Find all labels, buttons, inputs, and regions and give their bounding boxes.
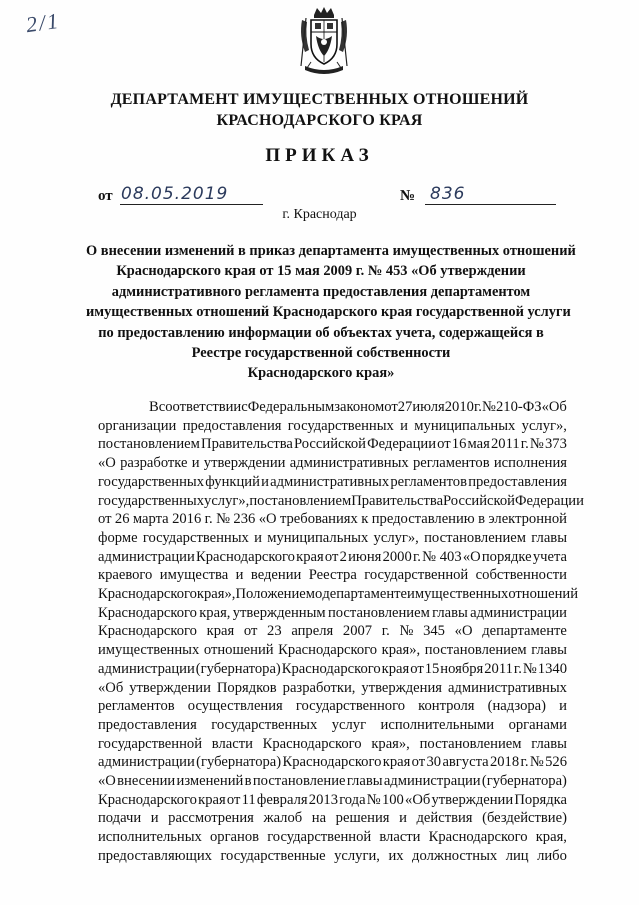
body-word: от xyxy=(411,754,426,771)
body-word: края xyxy=(296,548,324,565)
body-word: 2013 xyxy=(308,791,338,808)
body-word: края, xyxy=(199,604,231,621)
body-word: Федеральным xyxy=(247,399,335,415)
body-word: 27 xyxy=(397,399,413,415)
body-word: постановление xyxy=(252,773,346,790)
body-word: осуществления xyxy=(187,698,283,715)
body-word: от xyxy=(226,791,241,808)
order-body-text xyxy=(98,398,584,866)
body-word: от xyxy=(243,623,258,640)
body-word: либо xyxy=(537,847,567,864)
body-word: 2016 xyxy=(172,511,202,528)
body-word: Краснодарского xyxy=(98,586,197,603)
city-label: г. Краснодар xyxy=(282,207,357,222)
body-word: администрации xyxy=(98,548,195,565)
body-word: учета xyxy=(532,548,567,565)
body-word: администрации xyxy=(383,773,481,790)
body-word: предоставлению xyxy=(371,511,475,528)
body-word: подачи xyxy=(98,810,142,827)
body-line xyxy=(98,492,584,511)
body-word: 16 xyxy=(451,436,467,453)
document-type-heading: ПРИКАЗ xyxy=(265,145,374,166)
body-word: и xyxy=(400,417,408,434)
body-word: постановлением xyxy=(419,735,522,752)
body-word: ведении xyxy=(250,567,302,584)
body-word: должностных xyxy=(412,847,498,864)
body-word: Положением xyxy=(235,586,316,603)
body-line xyxy=(98,585,579,604)
body-word: услуг», xyxy=(373,529,419,546)
body-word: власти xyxy=(379,829,421,846)
body-word: утвержденным xyxy=(232,604,326,621)
title-line: Реестре государственной собственности xyxy=(191,345,451,362)
body-word: государственных xyxy=(287,417,394,434)
body-word: в xyxy=(478,511,485,528)
body-word: «Об xyxy=(98,679,124,696)
body-word: требованиях xyxy=(279,511,358,528)
body-word: Краснодарского xyxy=(278,642,378,659)
body-word: (губернатора) xyxy=(481,773,567,790)
body-word: 236 xyxy=(233,511,256,528)
body-word: края», xyxy=(196,586,236,603)
body-line xyxy=(98,417,567,436)
body-word: администрации xyxy=(98,754,195,771)
body-word: (надзора) xyxy=(487,698,547,715)
body-word: (бездействие) xyxy=(482,810,567,827)
body-line xyxy=(98,548,567,567)
body-word: государственной xyxy=(267,829,372,846)
body-word: услуг», xyxy=(521,417,567,434)
body-word: года xyxy=(339,791,366,808)
body-word: функций xyxy=(205,473,260,490)
body-word: предоставляющих xyxy=(98,847,212,864)
body-line xyxy=(98,828,567,847)
body-word: 526 xyxy=(545,754,567,771)
body-word: краевого xyxy=(98,567,153,584)
body-word: государственные xyxy=(220,847,326,864)
body-word: г. xyxy=(204,511,213,528)
body-word: форме xyxy=(98,529,138,546)
body-word: г. xyxy=(412,548,421,565)
body-word: имущественных xyxy=(98,642,200,659)
body-word: 2018 xyxy=(489,754,520,771)
body-word: и xyxy=(191,455,200,472)
body-line xyxy=(98,604,567,623)
body-word: контроля xyxy=(418,698,475,715)
handwritten-corner-mark: 2/1 xyxy=(24,7,62,38)
body-word: органов xyxy=(209,829,260,846)
body-line xyxy=(98,398,567,417)
body-line xyxy=(98,622,567,641)
department-name-line1: ДЕПАРТАМЕНТ ИМУЩЕСТВЕННЫХ ОТНОШЕНИЙ xyxy=(110,91,529,108)
body-word: июля xyxy=(412,399,445,415)
body-word: 2011 xyxy=(490,436,520,453)
body-word: утверждения xyxy=(361,679,442,696)
body-line xyxy=(98,735,567,754)
body-word: края xyxy=(381,660,410,677)
body-word: государственных xyxy=(98,492,205,509)
body-line xyxy=(98,809,567,828)
number-prefix: № xyxy=(400,188,416,204)
body-word: регламентов xyxy=(390,473,467,490)
handwritten-date: 08.05.2019 xyxy=(121,184,229,204)
body-word: регламентов xyxy=(412,455,490,472)
body-word: 23 xyxy=(267,623,282,640)
body-word: отношений xyxy=(203,642,274,659)
body-word: государственной xyxy=(364,567,469,584)
body-word: изменений xyxy=(176,773,244,790)
body-word: № xyxy=(216,511,230,528)
body-line xyxy=(98,566,567,585)
title-line: по предоставлению информации об объектах учета, содержащейся в xyxy=(98,324,544,341)
body-word: к xyxy=(361,511,369,528)
body-word: Краснодарского xyxy=(196,548,295,565)
body-line xyxy=(98,454,567,473)
body-word: жалоб xyxy=(263,810,303,827)
body-word: 345 xyxy=(423,623,445,640)
body-word: разработке xyxy=(120,455,188,472)
body-word: администрации xyxy=(98,660,195,677)
body-word: и xyxy=(235,567,244,584)
body-word: Краснодарского xyxy=(98,623,197,640)
body-word: 210-ФЗ xyxy=(495,399,542,415)
body-word: главы xyxy=(531,529,567,546)
body-word: «Об xyxy=(541,399,567,415)
body-word: лиц xyxy=(505,847,529,864)
body-word: постановлением xyxy=(424,529,527,546)
body-word: 2007 xyxy=(342,623,373,640)
body-word: и xyxy=(559,698,567,715)
body-word: края, xyxy=(535,829,567,846)
body-word: организации xyxy=(98,417,177,434)
body-line xyxy=(98,791,567,810)
body-word: Федерации xyxy=(514,492,584,509)
title-line: Краснодарского края» xyxy=(247,365,395,382)
body-word: департаменте xyxy=(322,586,408,603)
body-word: соответствии xyxy=(158,399,242,415)
body-word: Краснодарского xyxy=(262,735,362,752)
body-word: от xyxy=(98,511,112,528)
body-word: государственных xyxy=(98,473,205,490)
body-word: края xyxy=(198,791,226,808)
body-word: «О xyxy=(98,455,116,472)
body-word: постановлением xyxy=(327,604,430,621)
body-word: муниципальных xyxy=(414,417,516,434)
body-line xyxy=(98,679,567,698)
body-word: от xyxy=(437,436,451,453)
body-word: г. xyxy=(513,660,522,677)
body-word: услуг xyxy=(331,716,367,733)
body-word: главы xyxy=(346,773,383,790)
body-word: «О xyxy=(454,623,473,640)
body-word: Порядка xyxy=(514,791,567,808)
order-title xyxy=(86,241,576,384)
body-word: № xyxy=(399,623,414,640)
body-word: и xyxy=(150,810,159,827)
body-word: предоставления xyxy=(468,473,567,490)
body-word: в xyxy=(244,773,252,790)
body-word: № xyxy=(522,660,537,677)
body-word: № 403 xyxy=(422,548,462,565)
body-word: законом xyxy=(334,399,385,415)
body-word: края», xyxy=(381,642,421,659)
body-word: предоставления xyxy=(98,716,197,733)
body-word: решения xyxy=(335,810,390,827)
body-line xyxy=(98,697,567,716)
body-word: Краснодарского xyxy=(98,791,197,808)
body-word: г. xyxy=(520,754,529,771)
body-word: Реестра xyxy=(308,567,357,584)
body-word: (губернатора) xyxy=(195,660,281,677)
title-line: Краснодарского края от 15 мая 2009 г. № 453 «Об утверждении xyxy=(116,263,526,280)
body-word: услуг», xyxy=(204,492,250,509)
body-line xyxy=(98,847,567,866)
body-word: утверждении xyxy=(203,455,286,472)
body-word: края», xyxy=(371,735,410,752)
body-word: с xyxy=(241,399,248,415)
body-word: администрации xyxy=(470,604,567,621)
body-line xyxy=(98,660,567,679)
body-word: имущественных xyxy=(407,586,509,603)
body-word: утверждении xyxy=(431,791,514,808)
body-word: постановлением xyxy=(98,436,200,453)
body-word: внесении xyxy=(117,773,176,790)
title-line: имущественных отношений Краснодарского края государственной услуги xyxy=(86,304,571,321)
body-word: государственных xyxy=(142,529,249,546)
body-word: Российской xyxy=(443,492,515,509)
body-word: Порядков xyxy=(216,679,277,696)
body-word: государственного xyxy=(295,698,405,715)
body-word: исполнения xyxy=(493,455,567,472)
body-word: 2010 xyxy=(444,399,474,415)
body-word: «Об xyxy=(405,791,431,808)
body-word: 1340 xyxy=(537,660,567,677)
body-word: марта xyxy=(132,511,169,528)
body-word: Федерации xyxy=(367,436,436,453)
body-word: 2011 xyxy=(484,660,513,677)
body-word: органами xyxy=(508,716,567,733)
body-line xyxy=(98,641,567,660)
body-word: 11 xyxy=(241,791,256,808)
body-word: Краснодарского xyxy=(281,660,381,677)
handwritten-number: 836 xyxy=(430,184,466,204)
title-line: О внесении изменений в приказ департамента имущественных отношений xyxy=(86,243,576,259)
body-word: постановлением xyxy=(424,642,527,659)
body-word: административных xyxy=(447,679,567,696)
body-line xyxy=(98,435,567,454)
date-underline xyxy=(120,204,263,205)
body-word: постановлением xyxy=(249,492,352,509)
body-word: № xyxy=(529,436,544,453)
body-word: государственной xyxy=(98,735,203,752)
body-word: главы xyxy=(531,642,567,659)
body-word: апреля xyxy=(291,623,334,640)
body-line xyxy=(98,529,567,548)
body-word: отношений xyxy=(508,586,579,603)
body-line xyxy=(98,473,567,492)
body-word: главы xyxy=(432,604,468,621)
body-word: «О xyxy=(462,548,481,565)
body-word: 2000 xyxy=(382,548,412,565)
body-word: собственности xyxy=(475,567,567,584)
title-line: административного регламента предоставления департаментом xyxy=(111,283,531,300)
body-word: г. xyxy=(520,436,529,453)
body-word: Правительства xyxy=(351,492,444,509)
body-word: августа xyxy=(442,754,489,771)
body-word: власти xyxy=(211,735,253,752)
body-line xyxy=(98,753,567,772)
body-word: предоставления xyxy=(182,417,282,434)
body-word: Российской xyxy=(294,436,366,453)
body-word: и xyxy=(399,810,407,827)
body-word: имущества xyxy=(159,567,229,584)
body-line xyxy=(98,716,567,735)
department-name-line2: КРАСНОДАРСКОГО КРАЯ xyxy=(216,112,423,129)
body-word: муниципальных xyxy=(267,529,369,546)
body-word: февраля xyxy=(256,791,308,808)
body-word: административных xyxy=(289,455,409,472)
body-word: порядке xyxy=(481,548,532,565)
body-word: и xyxy=(254,529,262,546)
date-prefix: от xyxy=(98,188,113,204)
body-word: (губернатора) xyxy=(196,754,282,771)
body-word: действия xyxy=(416,810,473,827)
body-word: от xyxy=(384,399,398,415)
body-word: утверждении xyxy=(129,679,211,696)
body-word: 2 xyxy=(339,548,347,565)
krasnodar-coat-of-arms-icon xyxy=(297,6,351,80)
body-word: разработки, xyxy=(282,679,356,696)
body-word: «О xyxy=(258,511,277,528)
body-word: № xyxy=(482,399,496,415)
body-word: 26 xyxy=(114,511,130,528)
body-word: 373 xyxy=(544,436,567,453)
body-word: 100 xyxy=(381,791,404,808)
body-word: края xyxy=(206,623,235,640)
body-word: В xyxy=(149,399,159,415)
body-word: 30 xyxy=(426,754,442,771)
body-word: № xyxy=(529,754,544,771)
body-word: № xyxy=(366,791,381,808)
body-word: Краснодарского xyxy=(282,754,382,771)
body-word: края xyxy=(382,754,411,771)
body-word: и xyxy=(261,473,269,490)
body-word: г. xyxy=(381,623,390,640)
body-word: исполнительных xyxy=(98,829,202,846)
body-word: административных xyxy=(270,473,390,490)
body-word: исполнительными xyxy=(380,716,495,733)
body-word: ноября xyxy=(440,660,484,677)
body-word: Краснодарского xyxy=(428,829,528,846)
body-word: на xyxy=(311,810,327,827)
body-word: г. xyxy=(473,399,482,415)
body-line xyxy=(98,510,567,529)
body-word: июня xyxy=(348,548,382,565)
body-line xyxy=(98,772,567,791)
body-word: мая xyxy=(467,436,490,453)
body-word: от xyxy=(324,548,339,565)
body-word: «О xyxy=(98,773,116,790)
body-word: Краснодарского xyxy=(98,604,197,621)
body-word: от xyxy=(410,660,424,677)
body-word: главы xyxy=(531,735,567,752)
body-word: департаменте xyxy=(482,623,567,640)
body-word: их xyxy=(388,847,404,864)
body-word: рассмотрения xyxy=(168,810,254,827)
body-word: о xyxy=(315,586,323,603)
body-word: услуги, xyxy=(334,847,380,864)
body-word: государственных xyxy=(211,716,318,733)
body-word: электронной xyxy=(488,511,567,528)
body-word: регламентов xyxy=(98,698,175,715)
number-underline xyxy=(425,204,556,205)
body-word: 15 xyxy=(424,660,440,677)
body-word: Правительства xyxy=(201,436,293,453)
